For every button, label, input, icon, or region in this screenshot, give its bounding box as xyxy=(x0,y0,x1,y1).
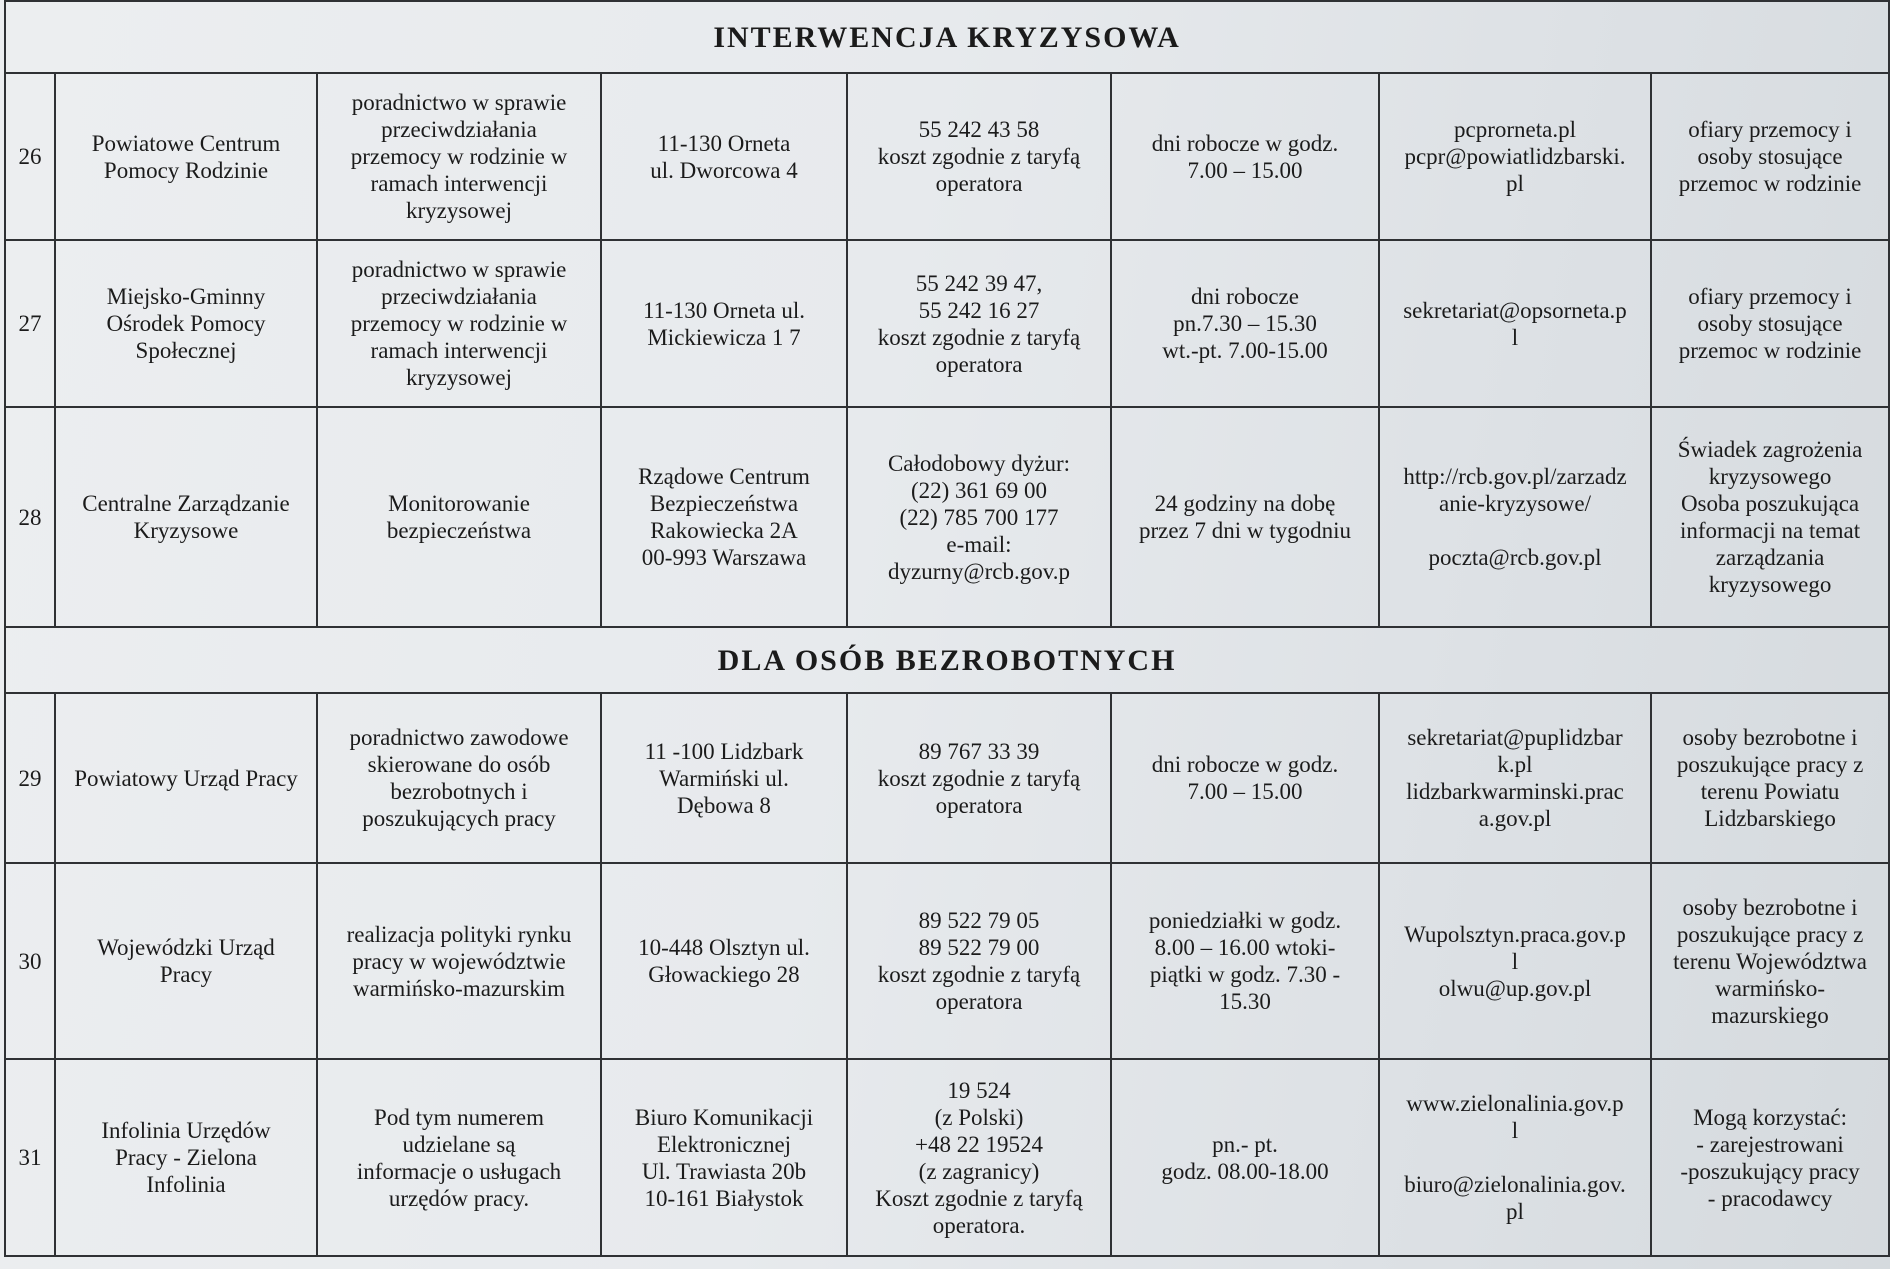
table-row xyxy=(5,863,1889,1059)
hours-cell: 24 godziny na dobę przez 7 dni w tygodniu xyxy=(1111,407,1379,627)
contact-cell: sekretariat@puplidzbar k.pl lidzbarkwarminski.prac a.gov.pl xyxy=(1379,693,1651,863)
address-cell: 11-130 Orneta ul. Dworcowa 4 xyxy=(601,73,847,240)
row-number: 26 xyxy=(5,73,55,240)
phone-cell: 19 524 (z Polski) +48 22 19524 (z zagranicy) Koszt zgodnie z taryfą operatora. xyxy=(847,1059,1111,1256)
institution-cell: Wojewódzki Urząd Pracy xyxy=(55,863,317,1059)
contact-cell: sekretariat@opsorneta.p l xyxy=(1379,240,1651,407)
table-row xyxy=(5,240,1889,407)
table-row xyxy=(5,407,1889,627)
scope-cell: poradnictwo w sprawie przeciwdziałania przemocy w rodzinie w ramach interwencji kryzysowej xyxy=(317,73,601,240)
scope-cell: poradnictwo w sprawie przeciwdziałania przemocy w rodzinie w ramach interwencji kryzysowej xyxy=(317,240,601,407)
hours-cell: dni robocze w godz. 7.00 – 15.00 xyxy=(1111,693,1379,863)
address-cell: 10-448 Olsztyn ul. Głowackiego 28 xyxy=(601,863,847,1059)
scope-cell: realizacja polityki rynku pracy w województwie warmińsko-mazurskim xyxy=(317,863,601,1059)
contact-cell: pcprorneta.pl pcpr@powiatlidzbarski. pl xyxy=(1379,73,1651,240)
hours-cell: poniedziałki w godz. 8.00 – 16.00 wtoki- piątki w godz. 7.30 - 15.30 xyxy=(1111,863,1379,1059)
row-number: 27 xyxy=(5,240,55,407)
hours-cell: dni robocze w godz. 7.00 – 15.00 xyxy=(1111,73,1379,240)
section-title: INTERWENCJA KRYZYSOWA xyxy=(5,1,1889,73)
address-cell: Biuro Komunikacji Elektronicznej Ul. Trawiasta 20b 10-161 Białystok xyxy=(601,1059,847,1256)
section-header-row xyxy=(5,627,1889,693)
target-group-cell: ofiary przemocy i osoby stosujące przemoc w rodzinie xyxy=(1651,73,1889,240)
target-group-cell: osoby bezrobotne i poszukujące pracy z terenu Powiatu Lidzbarskiego xyxy=(1651,693,1889,863)
address-cell: 11 -100 Lidzbark Warmiński ul. Dębowa 8 xyxy=(601,693,847,863)
phone-cell: 89 767 33 39 koszt zgodnie z taryfą operatora xyxy=(847,693,1111,863)
institution-cell: Powiatowe Centrum Pomocy Rodzinie xyxy=(55,73,317,240)
address-cell: 11-130 Orneta ul. Mickiewicza 1 7 xyxy=(601,240,847,407)
institution-cell: Powiatowy Urząd Pracy xyxy=(55,693,317,863)
hours-cell: pn.- pt. godz. 08.00-18.00 xyxy=(1111,1059,1379,1256)
address-cell: Rządowe Centrum Bezpieczeństwa Rakowiecka 2A 00-993 Warszawa xyxy=(601,407,847,627)
target-group-cell: Mogą korzystać: - zarejestrowani -poszukujący pracy - pracodawcy xyxy=(1651,1059,1889,1256)
table-row xyxy=(5,693,1889,863)
contact-cell: http://rcb.gov.pl/zarzadz anie-kryzysowe/ poczta@rcb.gov.pl xyxy=(1379,407,1651,627)
phone-cell: 89 522 79 05 89 522 79 00 koszt zgodnie z taryfą operatora xyxy=(847,863,1111,1059)
row-number: 31 xyxy=(5,1059,55,1256)
phone-cell: 55 242 39 47, 55 242 16 27 koszt zgodnie z taryfą operatora xyxy=(847,240,1111,407)
row-number: 28 xyxy=(5,407,55,627)
row-number: 30 xyxy=(5,863,55,1059)
hours-cell: dni robocze pn.7.30 – 15.30 wt.-pt. 7.00-15.00 xyxy=(1111,240,1379,407)
phone-cell: 55 242 43 58 koszt zgodnie z taryfą operatora xyxy=(847,73,1111,240)
institution-cell: Infolinia Urzędów Pracy - Zielona Infolinia xyxy=(55,1059,317,1256)
contact-cell: Wupolsztyn.praca.gov.p l olwu@up.gov.pl xyxy=(1379,863,1651,1059)
target-group-cell: Świadek zagrożenia kryzysowego Osoba poszukująca informacji na temat zarządzania kryzysowego xyxy=(1651,407,1889,627)
scope-cell: poradnictwo zawodowe skierowane do osób bezrobotnych i poszukujących pracy xyxy=(317,693,601,863)
contact-cell: www.zielonalinia.gov.p l biuro@zielonalinia.gov. pl xyxy=(1379,1059,1651,1256)
table-row xyxy=(5,1059,1889,1256)
table-row xyxy=(5,73,1889,240)
institution-cell: Miejsko-Gminny Ośrodek Pomocy Społecznej xyxy=(55,240,317,407)
phone-cell: Całodobowy dyżur: (22) 361 69 00 (22) 785 700 177 e-mail: dyzurny@rcb.gov.p xyxy=(847,407,1111,627)
row-number: 29 xyxy=(5,693,55,863)
scope-cell: Monitorowanie bezpieczeństwa xyxy=(317,407,601,627)
section-header-row xyxy=(5,1,1889,73)
target-group-cell: ofiary przemocy i osoby stosujące przemoc w rodzinie xyxy=(1651,240,1889,407)
target-group-cell: osoby bezrobotne i poszukujące pracy z terenu Województwa warmińsko- mazurskiego xyxy=(1651,863,1889,1059)
services-table xyxy=(4,0,1890,1257)
scope-cell: Pod tym numerem udzielane są informacje o usługach urzędów pracy. xyxy=(317,1059,601,1256)
institution-cell: Centralne Zarządzanie Kryzysowe xyxy=(55,407,317,627)
section-title: DLA OSÓB BEZROBOTNYCH xyxy=(5,627,1889,693)
